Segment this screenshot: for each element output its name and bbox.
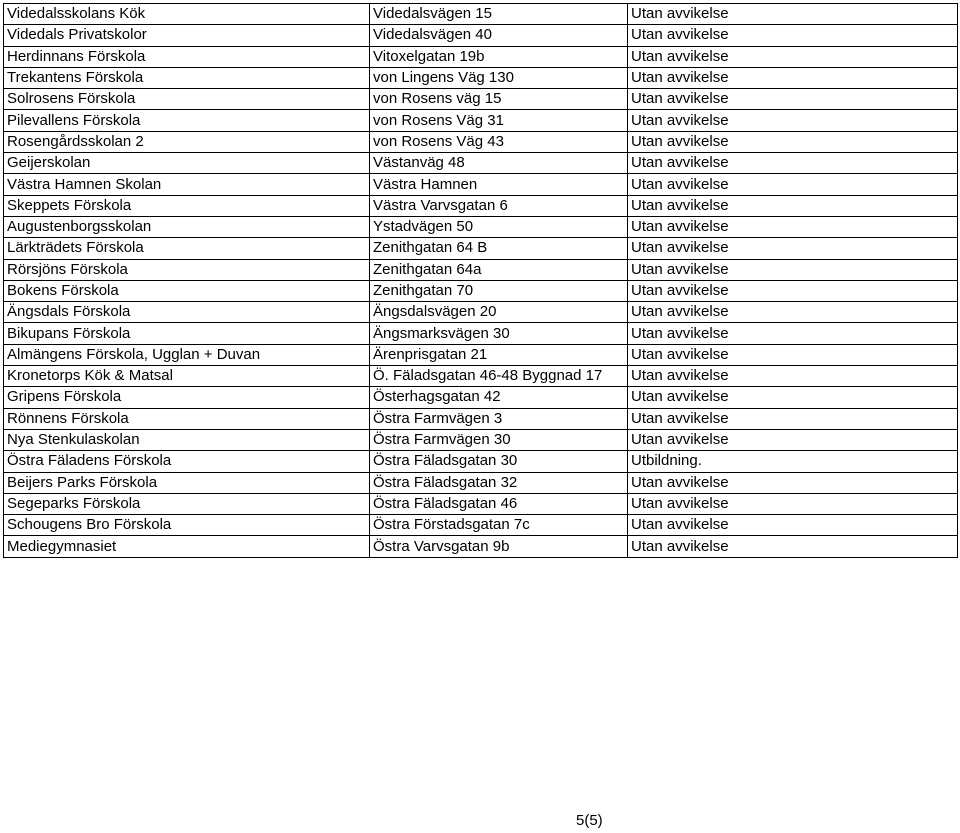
table-row: [4, 195, 958, 216]
facility-name-cell: Almängens Förskola, Ugglan + Duvan: [4, 344, 370, 365]
address-cell: von Lingens Väg 130: [370, 67, 628, 88]
address-cell: Videdalsvägen 40: [370, 25, 628, 46]
facility-name-cell: Videdals Privatskolor: [4, 25, 370, 46]
table-row: [4, 366, 958, 387]
address-cell: Östra Fäladsgatan 46: [370, 493, 628, 514]
status-cell: Utan avvikelse: [628, 67, 958, 88]
status-cell: Utan avvikelse: [628, 280, 958, 301]
address-cell: Östra Varvsgatan 9b: [370, 536, 628, 557]
table-row: [4, 25, 958, 46]
table-row: [4, 238, 958, 259]
status-cell: Utan avvikelse: [628, 429, 958, 450]
address-cell: von Rosens Väg 31: [370, 110, 628, 131]
facility-name-cell: Herdinnans Förskola: [4, 46, 370, 67]
status-cell: Utan avvikelse: [628, 89, 958, 110]
facility-name-cell: Augustenborgsskolan: [4, 216, 370, 237]
address-cell: Ystadvägen 50: [370, 216, 628, 237]
table-row: [4, 323, 958, 344]
facility-name-cell: Ängsdals Förskola: [4, 302, 370, 323]
address-cell: Zenithgatan 64 B: [370, 238, 628, 259]
table-row: [4, 451, 958, 472]
status-cell: Utan avvikelse: [628, 216, 958, 237]
status-cell: Utbildning.: [628, 451, 958, 472]
address-cell: Ängsdalsvägen 20: [370, 302, 628, 323]
facility-name-cell: Beijers Parks Förskola: [4, 472, 370, 493]
table-row: [4, 216, 958, 237]
status-cell: Utan avvikelse: [628, 110, 958, 131]
table-row: [4, 89, 958, 110]
address-cell: Videdalsvägen 15: [370, 4, 628, 25]
table-row: [4, 46, 958, 67]
status-cell: Utan avvikelse: [628, 515, 958, 536]
address-cell: Östra Förstadsgatan 7c: [370, 515, 628, 536]
table-row: [4, 67, 958, 88]
address-cell: Östra Farmvägen 30: [370, 429, 628, 450]
table-row: [4, 472, 958, 493]
facility-name-cell: Östra Fäladens Förskola: [4, 451, 370, 472]
status-cell: Utan avvikelse: [628, 46, 958, 67]
facility-name-cell: Rörsjöns Förskola: [4, 259, 370, 280]
address-cell: Ärenprisgatan 21: [370, 344, 628, 365]
inspection-table: [3, 3, 958, 558]
facility-name-cell: Bikupans Förskola: [4, 323, 370, 344]
facility-name-cell: Lärkträdets Förskola: [4, 238, 370, 259]
facility-name-cell: Västra Hamnen Skolan: [4, 174, 370, 195]
table-row: [4, 515, 958, 536]
table-row: [4, 174, 958, 195]
table-row: [4, 493, 958, 514]
facility-name-cell: Bokens Förskola: [4, 280, 370, 301]
facility-name-cell: Videdalsskolans Kök: [4, 4, 370, 25]
status-cell: Utan avvikelse: [628, 153, 958, 174]
facility-name-cell: Schougens Bro Förskola: [4, 515, 370, 536]
address-cell: Östra Fäladsgatan 30: [370, 451, 628, 472]
status-cell: Utan avvikelse: [628, 302, 958, 323]
facility-name-cell: Rönnens Förskola: [4, 408, 370, 429]
facility-name-cell: Pilevallens Förskola: [4, 110, 370, 131]
status-cell: Utan avvikelse: [628, 536, 958, 557]
status-cell: Utan avvikelse: [628, 238, 958, 259]
address-cell: Ängsmarksvägen 30: [370, 323, 628, 344]
address-cell: Östra Farmvägen 3: [370, 408, 628, 429]
address-cell: von Rosens väg 15: [370, 89, 628, 110]
address-cell: von Rosens Väg 43: [370, 131, 628, 152]
facility-name-cell: Nya Stenkulaskolan: [4, 429, 370, 450]
facility-name-cell: Geijerskolan: [4, 153, 370, 174]
address-cell: Zenithgatan 70: [370, 280, 628, 301]
facility-name-cell: Mediegymnasiet: [4, 536, 370, 557]
table-row: [4, 408, 958, 429]
address-cell: Östra Fäladsgatan 32: [370, 472, 628, 493]
address-cell: Västanväg 48: [370, 153, 628, 174]
status-cell: Utan avvikelse: [628, 195, 958, 216]
status-cell: Utan avvikelse: [628, 174, 958, 195]
facility-name-cell: Kronetorps Kök & Matsal: [4, 366, 370, 387]
facility-name-cell: Segeparks Förskola: [4, 493, 370, 514]
status-cell: Utan avvikelse: [628, 131, 958, 152]
table-row: [4, 280, 958, 301]
status-cell: Utan avvikelse: [628, 25, 958, 46]
table-row: [4, 4, 958, 25]
facility-name-cell: Trekantens Förskola: [4, 67, 370, 88]
address-cell: Ö. Fäladsgatan 46-48 Byggnad 17: [370, 366, 628, 387]
address-cell: Zenithgatan 64a: [370, 259, 628, 280]
status-cell: Utan avvikelse: [628, 4, 958, 25]
facility-name-cell: Rosengårdsskolan 2: [4, 131, 370, 152]
table-row: [4, 302, 958, 323]
table-row: [4, 344, 958, 365]
address-cell: Västra Hamnen: [370, 174, 628, 195]
address-cell: Västra Varvsgatan 6: [370, 195, 628, 216]
table-row: [4, 259, 958, 280]
status-cell: Utan avvikelse: [628, 323, 958, 344]
address-cell: Österhagsgatan 42: [370, 387, 628, 408]
facility-name-cell: Gripens Förskola: [4, 387, 370, 408]
status-cell: Utan avvikelse: [628, 408, 958, 429]
table-row: [4, 536, 958, 557]
status-cell: Utan avvikelse: [628, 472, 958, 493]
address-cell: Vitoxelgatan 19b: [370, 46, 628, 67]
table-row: [4, 110, 958, 131]
page-number: 5(5): [576, 812, 603, 829]
status-cell: Utan avvikelse: [628, 366, 958, 387]
table-row: [4, 387, 958, 408]
facility-name-cell: Solrosens Förskola: [4, 89, 370, 110]
status-cell: Utan avvikelse: [628, 259, 958, 280]
table-row: [4, 131, 958, 152]
table-row: [4, 153, 958, 174]
status-cell: Utan avvikelse: [628, 344, 958, 365]
status-cell: Utan avvikelse: [628, 493, 958, 514]
table-body: [4, 4, 958, 558]
status-cell: Utan avvikelse: [628, 387, 958, 408]
table-row: [4, 429, 958, 450]
facility-name-cell: Skeppets Förskola: [4, 195, 370, 216]
